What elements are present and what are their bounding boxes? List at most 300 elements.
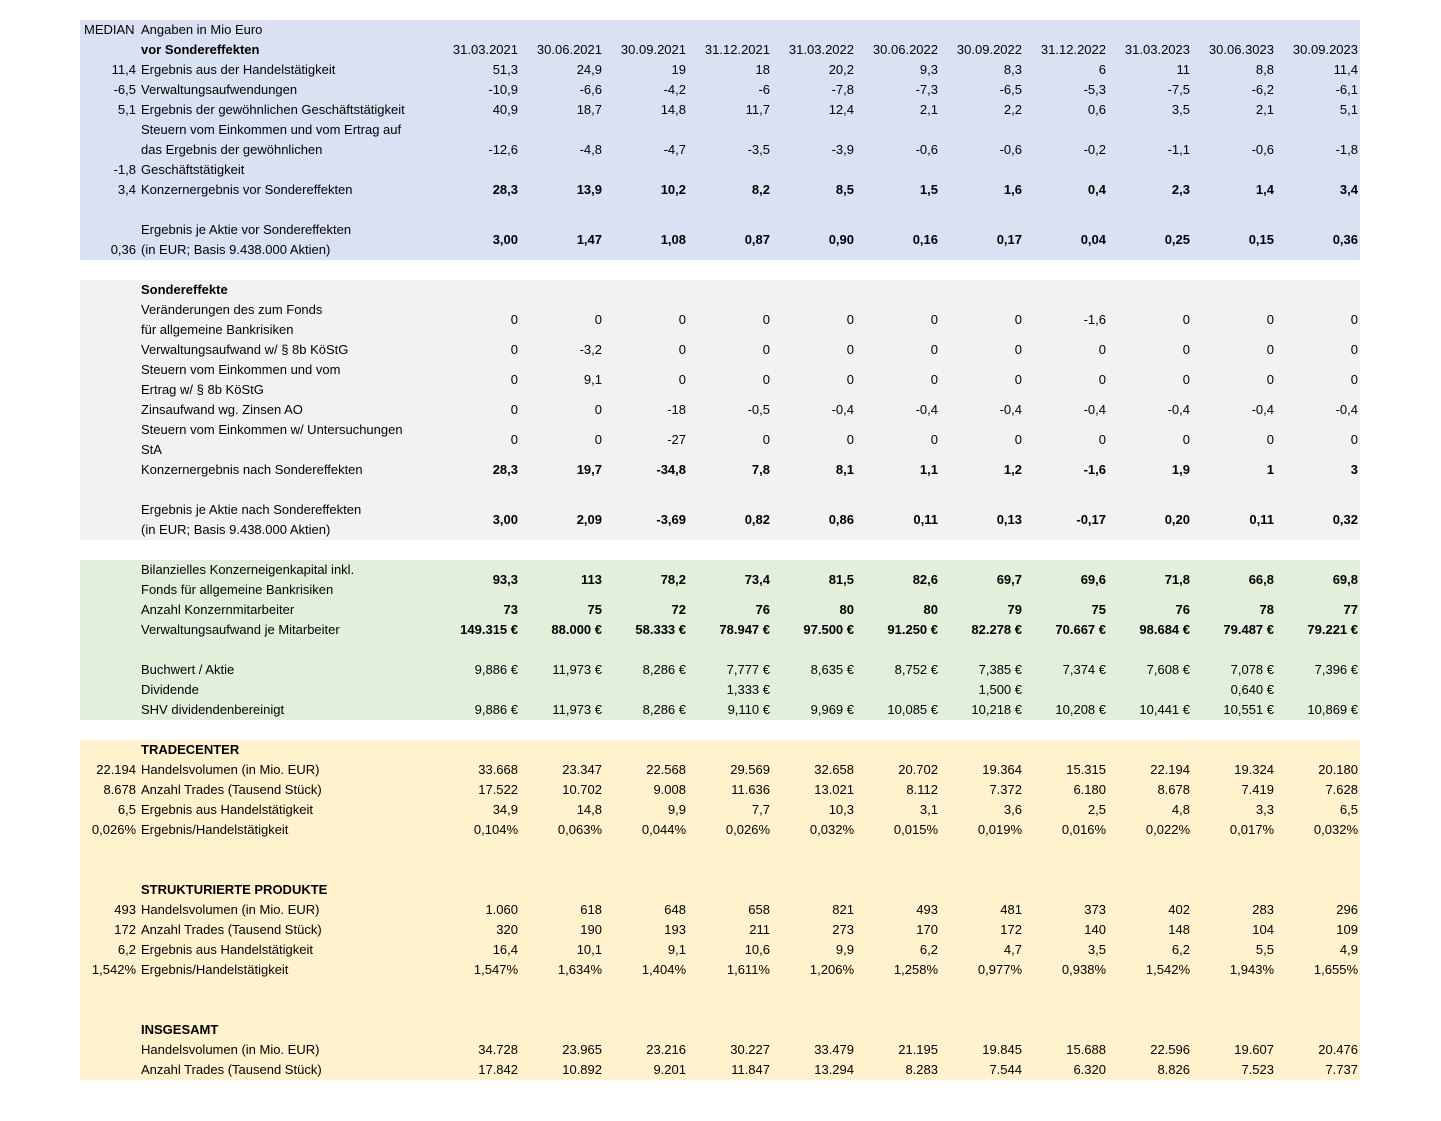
value-cell[interactable]: -34,8 xyxy=(656,462,686,477)
value-cell[interactable]: 0 xyxy=(846,312,854,327)
median-value[interactable]: 5,1 xyxy=(117,102,136,117)
median-value[interactable]: -6,5 xyxy=(113,82,136,97)
value-cell[interactable]: 0 xyxy=(510,312,518,327)
value-cell[interactable]: 373 xyxy=(1084,902,1106,917)
value-cell[interactable]: 283 xyxy=(1252,902,1274,917)
value-cell[interactable]: 821 xyxy=(832,902,854,917)
value-cell[interactable]: 0,104% xyxy=(473,822,518,837)
value-cell[interactable]: 8,286 € xyxy=(642,662,686,677)
value-cell[interactable]: 33.668 xyxy=(478,762,518,777)
value-cell[interactable]: 1,547% xyxy=(473,962,518,977)
value-cell[interactable]: 1,542% xyxy=(1145,962,1190,977)
value-cell[interactable]: 9.201 xyxy=(653,1062,686,1077)
value-cell[interactable]: -0,4 xyxy=(999,402,1022,417)
value-cell[interactable]: 0,977% xyxy=(977,962,1022,977)
value-cell[interactable]: 0,04 xyxy=(1080,232,1106,247)
value-cell[interactable]: 8,2 xyxy=(751,182,770,197)
value-cell[interactable]: 0 xyxy=(1350,342,1358,357)
value-cell[interactable]: -0,2 xyxy=(1083,142,1106,157)
median-value[interactable]: -1,8 xyxy=(113,162,136,177)
value-cell[interactable]: 3,3 xyxy=(1255,802,1274,817)
value-cell[interactable]: 22.596 xyxy=(1150,1042,1190,1057)
value-cell[interactable]: 7.372 xyxy=(989,782,1022,797)
value-cell[interactable]: 0 xyxy=(594,432,602,447)
value-cell[interactable]: 190 xyxy=(580,922,602,937)
value-cell[interactable]: 140 xyxy=(1084,922,1106,937)
median-value[interactable]: 1,542% xyxy=(91,962,136,977)
value-cell[interactable]: 78.947 € xyxy=(719,622,770,637)
value-cell[interactable]: -18 xyxy=(667,402,686,417)
value-cell[interactable]: 5,1 xyxy=(1339,102,1358,117)
value-cell[interactable]: 0 xyxy=(1266,432,1274,447)
value-cell[interactable]: 69,7 xyxy=(996,572,1022,587)
value-cell[interactable]: -0,6 xyxy=(915,142,938,157)
value-cell[interactable] xyxy=(854,680,938,700)
value-cell[interactable]: -3,69 xyxy=(656,512,686,527)
value-cell[interactable]: 0 xyxy=(1098,342,1106,357)
value-cell[interactable]: 0 xyxy=(510,342,518,357)
value-cell[interactable]: 30.227 xyxy=(730,1042,770,1057)
value-cell[interactable]: 23.965 xyxy=(562,1042,602,1057)
value-cell[interactable]: 18 xyxy=(755,62,770,77)
value-cell[interactable]: 0,015% xyxy=(893,822,938,837)
value-cell[interactable]: 71,8 xyxy=(1164,572,1190,587)
value-cell[interactable]: 9,9 xyxy=(835,942,854,957)
value-cell[interactable]: 19.845 xyxy=(982,1042,1022,1057)
value-cell[interactable]: 0,017% xyxy=(1229,822,1274,837)
value-cell[interactable]: 3,6 xyxy=(1003,802,1022,817)
value-cell[interactable]: 77 xyxy=(1343,602,1358,617)
value-cell[interactable]: 8,1 xyxy=(835,462,854,477)
value-cell[interactable]: 9,1 xyxy=(667,942,686,957)
value-cell[interactable]: -3,2 xyxy=(579,342,602,357)
value-cell[interactable]: 273 xyxy=(832,922,854,937)
value-cell[interactable]: 0 xyxy=(678,372,686,387)
value-cell[interactable]: 3 xyxy=(1350,462,1358,477)
value-cell[interactable]: 0,15 xyxy=(1248,232,1274,247)
value-cell[interactable]: 148 xyxy=(1168,922,1190,937)
value-cell[interactable]: 9,886 € xyxy=(474,702,518,717)
value-cell[interactable]: 7.419 xyxy=(1241,782,1274,797)
value-cell[interactable]: 18,7 xyxy=(576,102,602,117)
median-value[interactable]: 3,4 xyxy=(117,182,136,197)
value-cell[interactable]: 9,3 xyxy=(919,62,938,77)
value-cell[interactable]: 0 xyxy=(1014,432,1022,447)
value-cell[interactable]: 7,8 xyxy=(751,462,770,477)
value-cell[interactable]: 33.479 xyxy=(814,1042,854,1057)
value-cell[interactable]: 11.847 xyxy=(731,1062,770,1077)
value-cell[interactable]: 17.842 xyxy=(478,1062,518,1077)
value-cell[interactable]: 0,032% xyxy=(1313,822,1358,837)
value-cell[interactable]: 22.194 xyxy=(1150,762,1190,777)
value-cell[interactable]: 0,20 xyxy=(1164,512,1190,527)
value-cell[interactable]: 2,3 xyxy=(1171,182,1190,197)
value-cell[interactable]: 9,9 xyxy=(667,802,686,817)
value-cell[interactable]: 0 xyxy=(762,342,770,357)
value-cell[interactable]: 28,3 xyxy=(492,462,518,477)
value-cell[interactable]: 66,8 xyxy=(1248,572,1274,587)
value-cell[interactable]: 19.364 xyxy=(982,762,1022,777)
value-cell[interactable]: 7,608 € xyxy=(1146,662,1190,677)
value-cell[interactable]: 20.702 xyxy=(898,762,938,777)
value-cell[interactable]: 10,208 € xyxy=(1055,702,1106,717)
value-cell[interactable] xyxy=(518,680,602,700)
value-cell[interactable]: 0 xyxy=(762,432,770,447)
value-cell[interactable]: -5,3 xyxy=(1083,82,1106,97)
value-cell[interactable]: 4,8 xyxy=(1171,802,1190,817)
value-cell[interactable]: 6,2 xyxy=(919,942,938,957)
value-cell[interactable]: 70.667 € xyxy=(1055,622,1106,637)
value-cell[interactable]: 0 xyxy=(846,432,854,447)
value-cell[interactable]: 16,4 xyxy=(492,942,518,957)
value-cell[interactable]: 34,9 xyxy=(492,802,518,817)
value-cell[interactable]: 0 xyxy=(1098,372,1106,387)
value-cell[interactable]: 1,333 € xyxy=(726,682,770,697)
median-value[interactable]: 6,2 xyxy=(117,942,136,957)
value-cell[interactable]: 10,3 xyxy=(828,802,854,817)
value-cell[interactable]: 7,374 € xyxy=(1062,662,1106,677)
value-cell[interactable]: 34.728 xyxy=(478,1042,518,1057)
value-cell[interactable]: 80 xyxy=(923,602,938,617)
value-cell[interactable]: -0,4 xyxy=(1251,402,1274,417)
median-value[interactable] xyxy=(80,1040,136,1060)
value-cell[interactable]: 9,969 € xyxy=(810,702,854,717)
value-cell[interactable] xyxy=(1022,680,1106,700)
value-cell[interactable]: 0 xyxy=(930,372,938,387)
value-cell[interactable]: 0 xyxy=(510,372,518,387)
median-value[interactable]: 0,36 xyxy=(110,242,136,257)
value-cell[interactable]: 6.320 xyxy=(1073,1062,1106,1077)
value-cell[interactable]: 58.333 € xyxy=(635,622,686,637)
value-cell[interactable]: -6,1 xyxy=(1335,82,1358,97)
value-cell[interactable]: 23.216 xyxy=(646,1042,686,1057)
value-cell[interactable]: 0 xyxy=(1182,312,1190,327)
value-cell[interactable]: 29.569 xyxy=(730,762,770,777)
value-cell[interactable]: 76 xyxy=(1175,602,1190,617)
value-cell[interactable]: 21.195 xyxy=(898,1042,938,1057)
value-cell[interactable]: 9,1 xyxy=(583,372,602,387)
median-value[interactable]: 0,026% xyxy=(91,822,136,837)
value-cell[interactable]: 0,026% xyxy=(725,822,770,837)
value-cell[interactable]: 19.324 xyxy=(1234,762,1274,777)
value-cell[interactable]: 2,1 xyxy=(1255,102,1274,117)
value-cell[interactable]: 0 xyxy=(1350,432,1358,447)
value-cell[interactable]: 69,6 xyxy=(1080,572,1106,587)
value-cell[interactable]: -6,2 xyxy=(1251,82,1274,97)
value-cell[interactable]: -6 xyxy=(758,82,770,97)
value-cell[interactable]: 10.892 xyxy=(562,1062,602,1077)
value-cell[interactable]: 0 xyxy=(1014,312,1022,327)
value-cell[interactable]: 0,13 xyxy=(996,512,1022,527)
value-cell[interactable]: 6,5 xyxy=(1339,802,1358,817)
value-cell[interactable]: -7,3 xyxy=(915,82,938,97)
value-cell[interactable]: 0 xyxy=(1350,372,1358,387)
value-cell[interactable] xyxy=(434,680,518,700)
value-cell[interactable]: -1,8 xyxy=(1335,142,1358,157)
value-cell[interactable]: 3,4 xyxy=(1339,182,1358,197)
value-cell[interactable]: 0,17 xyxy=(996,232,1022,247)
value-cell[interactable]: 98.684 € xyxy=(1139,622,1190,637)
value-cell[interactable]: -0,4 xyxy=(831,402,854,417)
value-cell[interactable]: 2,1 xyxy=(919,102,938,117)
value-cell[interactable]: 0,938% xyxy=(1061,962,1106,977)
value-cell[interactable] xyxy=(602,680,686,700)
value-cell[interactable]: 14,8 xyxy=(660,102,686,117)
value-cell[interactable]: 0 xyxy=(1014,342,1022,357)
value-cell[interactable]: 13.294 xyxy=(814,1062,854,1077)
value-cell[interactable]: 3,5 xyxy=(1087,942,1106,957)
value-cell[interactable]: 10,551 € xyxy=(1223,702,1274,717)
value-cell[interactable]: 8.283 xyxy=(905,1062,938,1077)
value-cell[interactable]: -27 xyxy=(667,432,686,447)
value-cell[interactable]: 170 xyxy=(916,922,938,937)
value-cell[interactable]: 104 xyxy=(1252,922,1274,937)
value-cell[interactable]: 11,4 xyxy=(1333,62,1358,77)
value-cell[interactable]: 0,032% xyxy=(809,822,854,837)
value-cell[interactable]: 1,6 xyxy=(1003,182,1022,197)
median-value[interactable]: 6,5 xyxy=(117,802,136,817)
value-cell[interactable]: 648 xyxy=(664,902,686,917)
value-cell[interactable]: 75 xyxy=(587,602,602,617)
value-cell[interactable]: 0 xyxy=(762,312,770,327)
value-cell[interactable]: 20,2 xyxy=(828,62,854,77)
value-cell[interactable]: 1,206% xyxy=(809,962,854,977)
value-cell[interactable]: 82,6 xyxy=(912,572,938,587)
value-cell[interactable]: 109 xyxy=(1336,922,1358,937)
value-cell[interactable]: 1,5 xyxy=(919,182,938,197)
value-cell[interactable]: 402 xyxy=(1168,902,1190,917)
value-cell[interactable]: 0 xyxy=(1098,432,1106,447)
value-cell[interactable]: 0 xyxy=(678,342,686,357)
value-cell[interactable]: 0 xyxy=(678,312,686,327)
value-cell[interactable]: 8.826 xyxy=(1157,1062,1190,1077)
value-cell[interactable]: 1,404% xyxy=(641,962,686,977)
value-cell[interactable]: 72 xyxy=(671,602,686,617)
value-cell[interactable]: 0 xyxy=(1014,372,1022,387)
value-cell[interactable]: 2,2 xyxy=(1003,102,1022,117)
value-cell[interactable]: 3,00 xyxy=(492,512,518,527)
value-cell[interactable]: 22.568 xyxy=(646,762,686,777)
value-cell[interactable]: 0 xyxy=(762,372,770,387)
value-cell[interactable]: 0,6 xyxy=(1087,102,1106,117)
value-cell[interactable]: 13.021 xyxy=(814,782,854,797)
value-cell[interactable]: 4,9 xyxy=(1339,942,1358,957)
value-cell[interactable]: 20.180 xyxy=(1318,762,1358,777)
value-cell[interactable]: 0 xyxy=(930,432,938,447)
value-cell[interactable]: 6.180 xyxy=(1073,782,1106,797)
value-cell[interactable]: 0,90 xyxy=(828,232,854,247)
value-cell[interactable]: 0,019% xyxy=(977,822,1022,837)
value-cell[interactable]: 3,1 xyxy=(919,802,938,817)
value-cell[interactable]: 3,5 xyxy=(1171,102,1190,117)
value-cell[interactable]: 0,11 xyxy=(913,512,938,527)
value-cell[interactable]: 7.544 xyxy=(989,1062,1022,1077)
value-cell[interactable]: -1,1 xyxy=(1167,142,1190,157)
value-cell[interactable]: 88.000 € xyxy=(551,622,602,637)
value-cell[interactable]: 7,396 € xyxy=(1314,662,1358,677)
value-cell[interactable]: 73,4 xyxy=(744,572,770,587)
value-cell[interactable]: -7,8 xyxy=(831,82,854,97)
value-cell[interactable]: 10,6 xyxy=(744,942,770,957)
value-cell[interactable]: 10,218 € xyxy=(971,702,1022,717)
value-cell[interactable]: 658 xyxy=(748,902,770,917)
value-cell[interactable]: 193 xyxy=(664,922,686,937)
value-cell[interactable]: 28,3 xyxy=(492,182,518,197)
value-cell[interactable]: 17.522 xyxy=(478,782,518,797)
value-cell[interactable]: 20.476 xyxy=(1318,1042,1358,1057)
value-cell[interactable]: 1,4 xyxy=(1255,182,1274,197)
value-cell[interactable]: 8,752 € xyxy=(894,662,938,677)
value-cell[interactable]: 7,777 € xyxy=(726,662,770,677)
value-cell[interactable]: 7.737 xyxy=(1325,1062,1358,1077)
value-cell[interactable]: 75 xyxy=(1091,602,1106,617)
value-cell[interactable]: 7,385 € xyxy=(978,662,1022,677)
value-cell[interactable]: -4,8 xyxy=(579,142,602,157)
value-cell[interactable]: -0,4 xyxy=(1167,402,1190,417)
value-cell[interactable] xyxy=(770,680,854,700)
value-cell[interactable]: 82.278 € xyxy=(971,622,1022,637)
value-cell[interactable]: 12,4 xyxy=(828,102,854,117)
value-cell[interactable]: 0 xyxy=(510,432,518,447)
value-cell[interactable]: 0 xyxy=(1266,312,1274,327)
value-cell[interactable]: -0,17 xyxy=(1076,512,1106,527)
value-cell[interactable]: -0,6 xyxy=(999,142,1022,157)
value-cell[interactable]: 0,11 xyxy=(1249,512,1274,527)
value-cell[interactable]: 0 xyxy=(930,342,938,357)
value-cell[interactable]: -3,5 xyxy=(747,142,770,157)
value-cell[interactable]: 1,2 xyxy=(1003,462,1022,477)
value-cell[interactable]: 0 xyxy=(846,342,854,357)
value-cell[interactable]: 0,640 € xyxy=(1230,682,1274,697)
value-cell[interactable]: -6,5 xyxy=(999,82,1022,97)
value-cell[interactable]: 10.702 xyxy=(562,782,602,797)
value-cell[interactable]: -4,7 xyxy=(663,142,686,157)
value-cell[interactable]: -3,9 xyxy=(831,142,854,157)
value-cell[interactable]: 79 xyxy=(1007,602,1022,617)
value-cell[interactable]: 0 xyxy=(594,312,602,327)
value-cell[interactable]: 4,7 xyxy=(1003,942,1022,957)
value-cell[interactable]: 1,943% xyxy=(1229,962,1274,977)
value-cell[interactable]: 9.008 xyxy=(653,782,686,797)
value-cell[interactable]: 8,3 xyxy=(1003,62,1022,77)
value-cell[interactable]: 6,2 xyxy=(1171,942,1190,957)
median-value[interactable] xyxy=(80,1060,136,1080)
value-cell[interactable]: 0 xyxy=(510,402,518,417)
value-cell[interactable]: 481 xyxy=(1000,902,1022,917)
value-cell[interactable]: -0,4 xyxy=(915,402,938,417)
value-cell[interactable]: 40,9 xyxy=(492,102,518,117)
value-cell[interactable]: 0,87 xyxy=(744,232,770,247)
value-cell[interactable]: 10,085 € xyxy=(887,702,938,717)
value-cell[interactable]: 11,973 € xyxy=(552,702,602,717)
value-cell[interactable]: -0,5 xyxy=(747,402,770,417)
value-cell[interactable]: 81,5 xyxy=(828,572,854,587)
value-cell[interactable]: 2,5 xyxy=(1087,802,1106,817)
value-cell[interactable]: -1,6 xyxy=(1083,462,1106,477)
value-cell[interactable]: 69,8 xyxy=(1332,572,1358,587)
value-cell[interactable]: 0 xyxy=(846,372,854,387)
value-cell[interactable]: 11,973 € xyxy=(552,662,602,677)
value-cell[interactable]: 91.250 € xyxy=(887,622,938,637)
value-cell[interactable]: -0,4 xyxy=(1335,402,1358,417)
value-cell[interactable]: 211 xyxy=(749,922,770,937)
value-cell[interactable]: 51,3 xyxy=(492,62,518,77)
value-cell[interactable]: 3,00 xyxy=(492,232,518,247)
value-cell[interactable]: 1,258% xyxy=(893,962,938,977)
median-value[interactable]: 172 xyxy=(114,922,136,937)
value-cell[interactable]: 9,886 € xyxy=(474,662,518,677)
value-cell[interactable]: 172 xyxy=(1000,922,1022,937)
value-cell[interactable]: 0,4 xyxy=(1087,182,1106,197)
value-cell[interactable]: 493 xyxy=(916,902,938,917)
value-cell[interactable]: 1,47 xyxy=(576,232,602,247)
value-cell[interactable]: 7.628 xyxy=(1325,782,1358,797)
value-cell[interactable]: 10,441 € xyxy=(1139,702,1190,717)
value-cell[interactable]: 8,5 xyxy=(835,182,854,197)
value-cell[interactable]: -10,9 xyxy=(488,82,518,97)
value-cell[interactable]: 5,5 xyxy=(1255,942,1274,957)
value-cell[interactable]: 79.221 € xyxy=(1307,622,1358,637)
value-cell[interactable]: -0,4 xyxy=(1083,402,1106,417)
value-cell[interactable]: 11,7 xyxy=(745,102,770,117)
value-cell[interactable]: 0 xyxy=(1266,342,1274,357)
value-cell[interactable]: 0,063% xyxy=(557,822,602,837)
value-cell[interactable]: -1,6 xyxy=(1083,312,1106,327)
value-cell[interactable]: 0,32 xyxy=(1332,512,1358,527)
value-cell[interactable]: 19,7 xyxy=(576,462,602,477)
value-cell[interactable]: 78,2 xyxy=(660,572,686,587)
value-cell[interactable]: 8.678 xyxy=(1157,782,1190,797)
value-cell[interactable]: 7,7 xyxy=(751,802,770,817)
value-cell[interactable]: 0 xyxy=(1182,372,1190,387)
value-cell[interactable]: 24,9 xyxy=(576,62,602,77)
value-cell[interactable]: 10,1 xyxy=(576,942,602,957)
value-cell[interactable]: 23.347 xyxy=(562,762,602,777)
value-cell[interactable]: -12,6 xyxy=(488,142,518,157)
value-cell[interactable]: 93,3 xyxy=(492,572,518,587)
value-cell[interactable]: 0,36 xyxy=(1332,232,1358,247)
value-cell[interactable]: 0,044% xyxy=(641,822,686,837)
value-cell[interactable]: 6 xyxy=(1098,62,1106,77)
value-cell[interactable]: 7,078 € xyxy=(1230,662,1274,677)
value-cell[interactable]: 78 xyxy=(1259,602,1274,617)
value-cell[interactable]: 15.315 xyxy=(1066,762,1106,777)
value-cell[interactable]: 19.607 xyxy=(1234,1042,1274,1057)
value-cell[interactable]: 1.060 xyxy=(485,902,518,917)
value-cell[interactable]: 149.315 € xyxy=(460,622,518,637)
value-cell[interactable]: 11.636 xyxy=(731,782,770,797)
value-cell[interactable]: 15.688 xyxy=(1066,1042,1106,1057)
value-cell[interactable]: 1,611% xyxy=(726,962,770,977)
value-cell[interactable]: 97.500 € xyxy=(803,622,854,637)
value-cell[interactable]: 76 xyxy=(755,602,770,617)
median-value[interactable]: 11,4 xyxy=(111,62,136,77)
value-cell[interactable]: 1,1 xyxy=(919,462,938,477)
value-cell[interactable]: -6,6 xyxy=(579,82,602,97)
value-cell[interactable]: 113 xyxy=(581,572,602,587)
value-cell[interactable]: 79.487 € xyxy=(1223,622,1274,637)
value-cell[interactable]: -7,5 xyxy=(1167,82,1190,97)
value-cell[interactable]: 32.658 xyxy=(814,762,854,777)
median-value[interactable]: 8.678 xyxy=(103,782,136,797)
value-cell[interactable] xyxy=(1106,680,1190,700)
value-cell[interactable]: -4,2 xyxy=(663,82,686,97)
value-cell[interactable]: 8,635 € xyxy=(810,662,854,677)
value-cell[interactable]: 8.112 xyxy=(906,782,938,797)
value-cell[interactable]: -0,6 xyxy=(1251,142,1274,157)
value-cell[interactable]: 10,2 xyxy=(660,182,686,197)
value-cell[interactable]: 9,110 € xyxy=(727,702,770,717)
